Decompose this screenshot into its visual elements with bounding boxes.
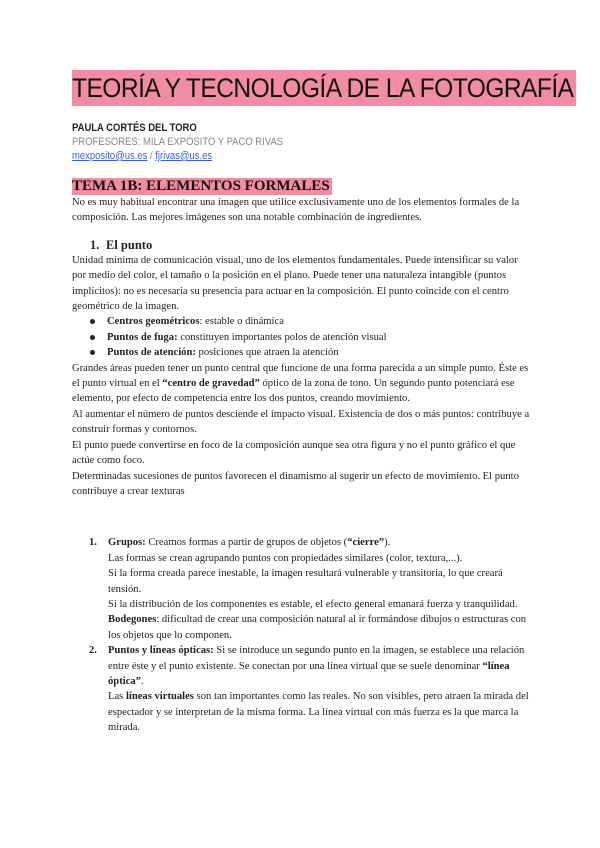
document-page [72,70,574,736]
item-line [108,689,532,735]
punto-paragraph-3: El punto puede convertirse en foco de la composición aunque sea otra figura y no el punto gráfico el que actúe como foco. [72,439,516,467]
item-text: Las [108,691,126,703]
item-text: Creamos formas a partir de grupos de objetos ( [145,537,348,549]
item-line [108,535,532,550]
item-text: ). [384,537,391,549]
heading-number: 1. [90,237,100,252]
section-title: TEMA 1B: ELEMENTOS FORMALES [72,178,330,194]
numbered-list [72,535,532,735]
list-item [107,314,532,329]
bullet-text: : estable o dinámica [199,316,284,328]
punto-bullet-list [72,314,532,360]
list-item [107,330,532,345]
punto-paragraph-4: Determinadas sucesiones de puntos favorecen el dinamismo al sugerir un efecto de movimiento. El punto contribuye a crear texturas [72,470,519,497]
list-item [107,345,532,360]
list-item-grupos [89,535,532,643]
bullet-text: constituyen importantes polos de atención visual [177,331,387,343]
bullet-term: Puntos de fuga: [107,331,178,343]
item-text: : dificultad de crear una composición natural al ir formándose dibujos o estructuras con los objetos que lo componen. [108,614,527,641]
punto-paragraph-1 [72,361,532,407]
emails-line [72,149,468,163]
item-line [108,612,532,643]
paragraph-text: Grandes áreas pueden tener un punto central que funcione de una forma parecida a un simple punto. Éste es el punto virtual en el [72,362,529,390]
document-title: TEORÍA Y TECNOLOGÍA DE LA FOTOGRAFÍA [72,70,576,106]
item-line: Si la forma creada parece inestable, la imagen resultará vulnerable y transitoria, lo que creará tensión. [108,568,503,595]
item-quote: “línea óptica” [108,660,510,687]
item-text: son tan importantes como las reales. No son visibles, pero atraen la mirada del espectador y se interpretan de la misma forma. La línea virtual con más fuerza es la que marca la mirada. [108,691,529,734]
professors-line: PROFESORES: MILA EXPÓSITO Y PACO RIVAS [72,136,283,148]
item-term: Grupos: [108,537,146,549]
bullet-term: Puntos de atención: [107,347,196,359]
item-text: . [140,675,144,687]
item-term: Bodegones [108,614,157,626]
item-text: Si se introduce un segundo punto en la imagen, se establece una relación entre éste y el punto existente. Se conectan por una línea virtual que se suele denominar [108,645,525,672]
heading-text: El punto [106,237,153,252]
punto-definition: Unidad mínima de comunicación visual, uno de los elementos fundamentales. Puede intensificar su valor por medio del color, el tamaño o la posición en el plano. Puede tener una naturaleza intangible (puntos implícitos): no es necesaria su presencia para actuar en la composición. El punto coincide con el centro geométrico de la imagen. [72,254,518,313]
email-separator: / [147,150,156,162]
heading-el-punto [90,238,532,253]
list-number: 1. [89,537,97,549]
list-item-puntos-lineas [89,643,532,735]
section-intro: No es muy habitual encontrar una imagen que utilice exclusivamente uno de los elementos formales de la composición. Las mejores imágenes son una notable combinación de ingredientes. [72,197,520,224]
author-name: PAULA CORTÉS DEL TORO [72,122,197,134]
punto-paragraph-2: Al aumentar el número de puntos desciende el impacto visual. Existencia de dos o más puntos: contribuye a construir formas y contornos. [72,408,530,436]
item-line: Las formas se crean agrupando puntos con propiedades similares (color, textura,...). [108,552,463,564]
item-quote: “cierre” [347,537,385,549]
list-number: 2. [89,645,97,657]
bullet-text: posiciones que atraen la atención [195,347,339,359]
bullet-term: Centros geométricos [107,316,200,328]
paragraph-text: óptico de la zona de tono. Un segundo punto potenciará ese elemento, por efecto de competencia entre los dos puntos, creando movimiento. [72,378,515,405]
item-line [108,643,532,689]
email-link-mexposito[interactable]: mexposito@us.es [72,150,148,162]
item-term: Puntos y líneas ópticas: [108,645,214,657]
email-link-fjrivas[interactable]: fjrivas@us.es [155,150,213,162]
item-line: Si la distribución de los componentes es estable, el efecto general emanará fuerza y tranquilidad. [108,598,518,610]
paragraph-term: “centro de gravedad” [162,378,260,390]
item-term: líneas virtuales [125,691,194,703]
